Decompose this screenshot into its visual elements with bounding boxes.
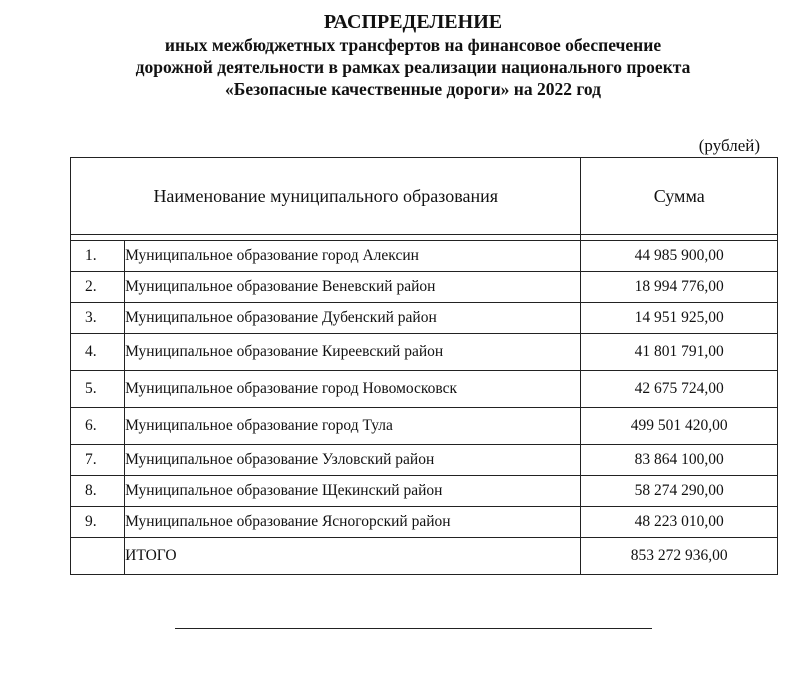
document-subtitle-line-3: «Безопасные качественные дороги» на 2022 год — [225, 79, 601, 99]
row-number: 3. — [71, 303, 125, 334]
table-total-row — [71, 538, 778, 575]
row-number: 5. — [71, 371, 125, 408]
table-row — [71, 476, 778, 507]
document-title-block — [0, 10, 800, 100]
document-title: РАСПРЕДЕЛЕНИЕ — [323, 11, 503, 33]
row-sum: 48 223 010,00 — [581, 507, 778, 538]
row-number: 7. — [71, 445, 125, 476]
table-row — [71, 241, 778, 272]
total-label: ИТОГО — [125, 538, 581, 575]
table-row — [71, 507, 778, 538]
row-sum: 499 501 420,00 — [581, 408, 778, 445]
row-sum: 41 801 791,00 — [581, 334, 778, 371]
table-row — [71, 272, 778, 303]
row-number: 8. — [71, 476, 125, 507]
row-municipality: Муниципальное образование Киреевский район — [125, 334, 581, 371]
row-municipality: Муниципальное образование Дубенский район — [125, 303, 581, 334]
row-sum: 83 864 100,00 — [581, 445, 778, 476]
row-number: 4. — [71, 334, 125, 371]
distribution-table — [70, 157, 778, 575]
table-row — [71, 303, 778, 334]
row-sum: 42 675 724,00 — [581, 371, 778, 408]
row-municipality: Муниципальное образование город Тула — [125, 408, 581, 445]
total-sum: 853 272 936,00 — [581, 538, 778, 575]
row-sum: 58 274 290,00 — [581, 476, 778, 507]
column-header-name: Наименование муниципального образования — [71, 158, 581, 235]
row-municipality: Муниципальное образование Веневский район — [125, 272, 581, 303]
row-number: 2. — [71, 272, 125, 303]
row-number: 1. — [71, 241, 125, 272]
row-sum: 44 985 900,00 — [581, 241, 778, 272]
row-number: 6. — [71, 408, 125, 445]
row-sum: 18 994 776,00 — [581, 272, 778, 303]
row-municipality: Муниципальное образование город Новомосковск — [125, 371, 581, 408]
row-municipality: Муниципальное образование Узловский район — [125, 445, 581, 476]
row-municipality: Муниципальное образование Щекинский район — [125, 476, 581, 507]
units-label: (рублей) — [698, 136, 760, 155]
table-header-row — [71, 158, 778, 235]
total-number-cell — [71, 538, 125, 575]
table-row — [71, 371, 778, 408]
table-row — [71, 408, 778, 445]
column-header-sum: Сумма — [581, 158, 778, 235]
document-subtitle-line-2: дорожной деятельности в рамках реализации национального проекта — [135, 57, 691, 77]
table-row — [71, 334, 778, 371]
row-sum: 14 951 925,00 — [581, 303, 778, 334]
row-municipality: Муниципальное образование Ясногорский район — [125, 507, 581, 538]
document-subtitle-line-1: иных межбюджетных трансфертов на финансовое обеспечение — [164, 35, 662, 55]
row-number: 9. — [71, 507, 125, 538]
row-municipality: Муниципальное образование город Алексин — [125, 241, 581, 272]
table-row — [71, 445, 778, 476]
bottom-divider — [175, 628, 652, 629]
